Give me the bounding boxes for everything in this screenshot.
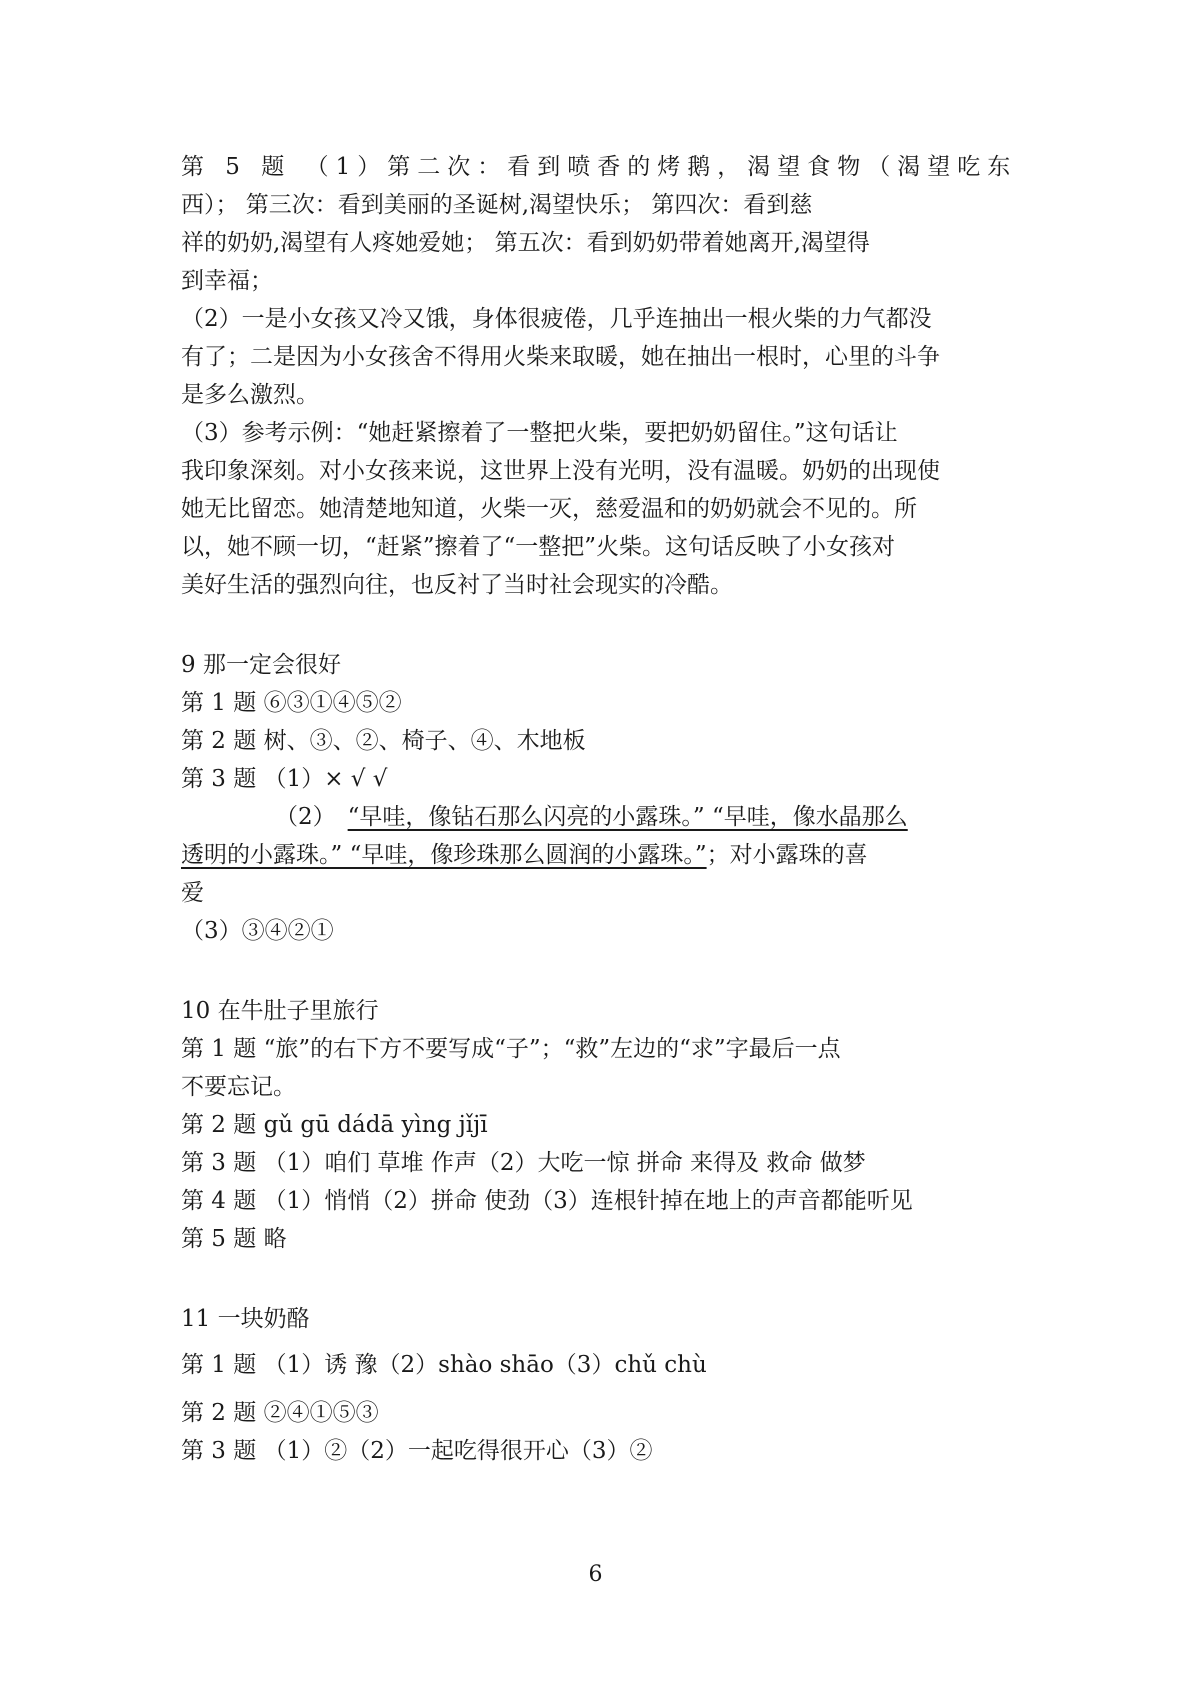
lesson9-q3-3: （3）③④②① [181, 918, 334, 944]
lesson9-q3-2-line-3: 爱 [181, 880, 204, 906]
lesson11-q3: 第 3 题 （1）②（2）一起吃得很开心（3）② [181, 1438, 653, 1464]
lesson10-q1-line-1: 第 1 题 “旅”的右下方不要写成“子”；“救”左边的“求”字最后一点 [181, 1036, 841, 1062]
lesson11-q2: 第 2 题 ②④①⑤③ [181, 1400, 379, 1426]
q5-line-9: 我印象深刻。对小女孩来说，这世界上没有光明，没有温暖。奶奶的出现使 [181, 458, 940, 484]
lesson9-q1: 第 1 题 ⑥③①④⑤② [181, 690, 402, 716]
lesson10-title: 10 在牛肚子里旅行 [181, 998, 379, 1024]
lesson9-title: 9 那一定会很好 [181, 652, 341, 678]
lesson9-q3-2-line-2 [181, 840, 868, 870]
q5-line-4: 到幸福； [181, 268, 273, 294]
lesson11-q1: 第 1 题 （1）诱 豫（2）shào shāo（3）chǔ chù [181, 1352, 707, 1378]
lesson11-title: 11 一块奶酪 [181, 1306, 310, 1332]
q5-line-11: 以，她不顾一切，“赶紧”擦着了“一整把”火柴。这句话反映了小女孩对 [181, 534, 896, 560]
q5-line-3: 祥的奶奶,渴望有人疼她爱她； 第五次：看到奶奶带着她离开,渴望得 [181, 230, 870, 256]
q5-line-2: 西）； 第三次：看到美丽的圣诞树,渴望快乐； 第四次：看到慈 [181, 192, 813, 218]
lesson10-q3: 第 3 题 （1）咱们 草堆 作声（2）大吃一惊 拼命 来得及 救命 做梦 [181, 1150, 866, 1176]
q5-line-1: 第 5 题 （1）第二次：看到喷香的烤鹅，渴望食物（渴望吃东 [181, 154, 1018, 180]
lesson10-q2: 第 2 题 gǔ gū dádā yìng jǐjī [181, 1112, 488, 1138]
q5-line-5: （2）一是小女孩又冷又饿，身体很疲倦，几乎连抽出一根火柴的力气都没 [181, 306, 932, 332]
lesson9-q2: 第 2 题 树、③、②、椅子、④、木地板 [181, 728, 586, 754]
lesson9-q3: 第 3 题 （1）× √ √ [181, 766, 388, 792]
lesson10-q5: 第 5 题 略 [181, 1226, 287, 1252]
q3-2-underlined-answer-b: 透明的小露珠。” “早哇，像珍珠那么圆润的小露珠。” [181, 842, 707, 868]
q5-line-10: 她无比留恋。她清楚地知道，火柴一灭，慈爱温和的奶奶就会不见的。所 [181, 496, 917, 522]
q5-line-12: 美好生活的强烈向往，也反衬了当时社会现实的冷酷。 [181, 572, 733, 598]
q5-line-7: 是多么激烈。 [181, 382, 319, 408]
lesson10-q1-line-2: 不要忘记。 [181, 1074, 296, 1100]
q5-line-8: （3）参考示例：“她赶紧擦着了一整把火柴，要把奶奶留住。”这句话让 [181, 420, 898, 446]
q3-2-underlined-answer-a: “早哇，像钻石那么闪亮的小露珠。” “早哇，像水晶那么 [347, 804, 908, 830]
page-number: 6 [588, 1562, 603, 1587]
q3-2-rest: ；对小露珠的喜 [706, 842, 868, 868]
lesson9-q3-2-line-1 [275, 802, 908, 832]
lesson10-q4: 第 4 题 （1）悄悄（2）拼命 使劲（3）连根针掉在地上的声音都能听见 [181, 1188, 913, 1214]
q3-2-prefix: （2） [275, 804, 336, 830]
q5-line-6: 有了；二是因为小女孩舍不得用火柴来取暖，她在抽出一根时，心里的斗争 [181, 344, 940, 370]
